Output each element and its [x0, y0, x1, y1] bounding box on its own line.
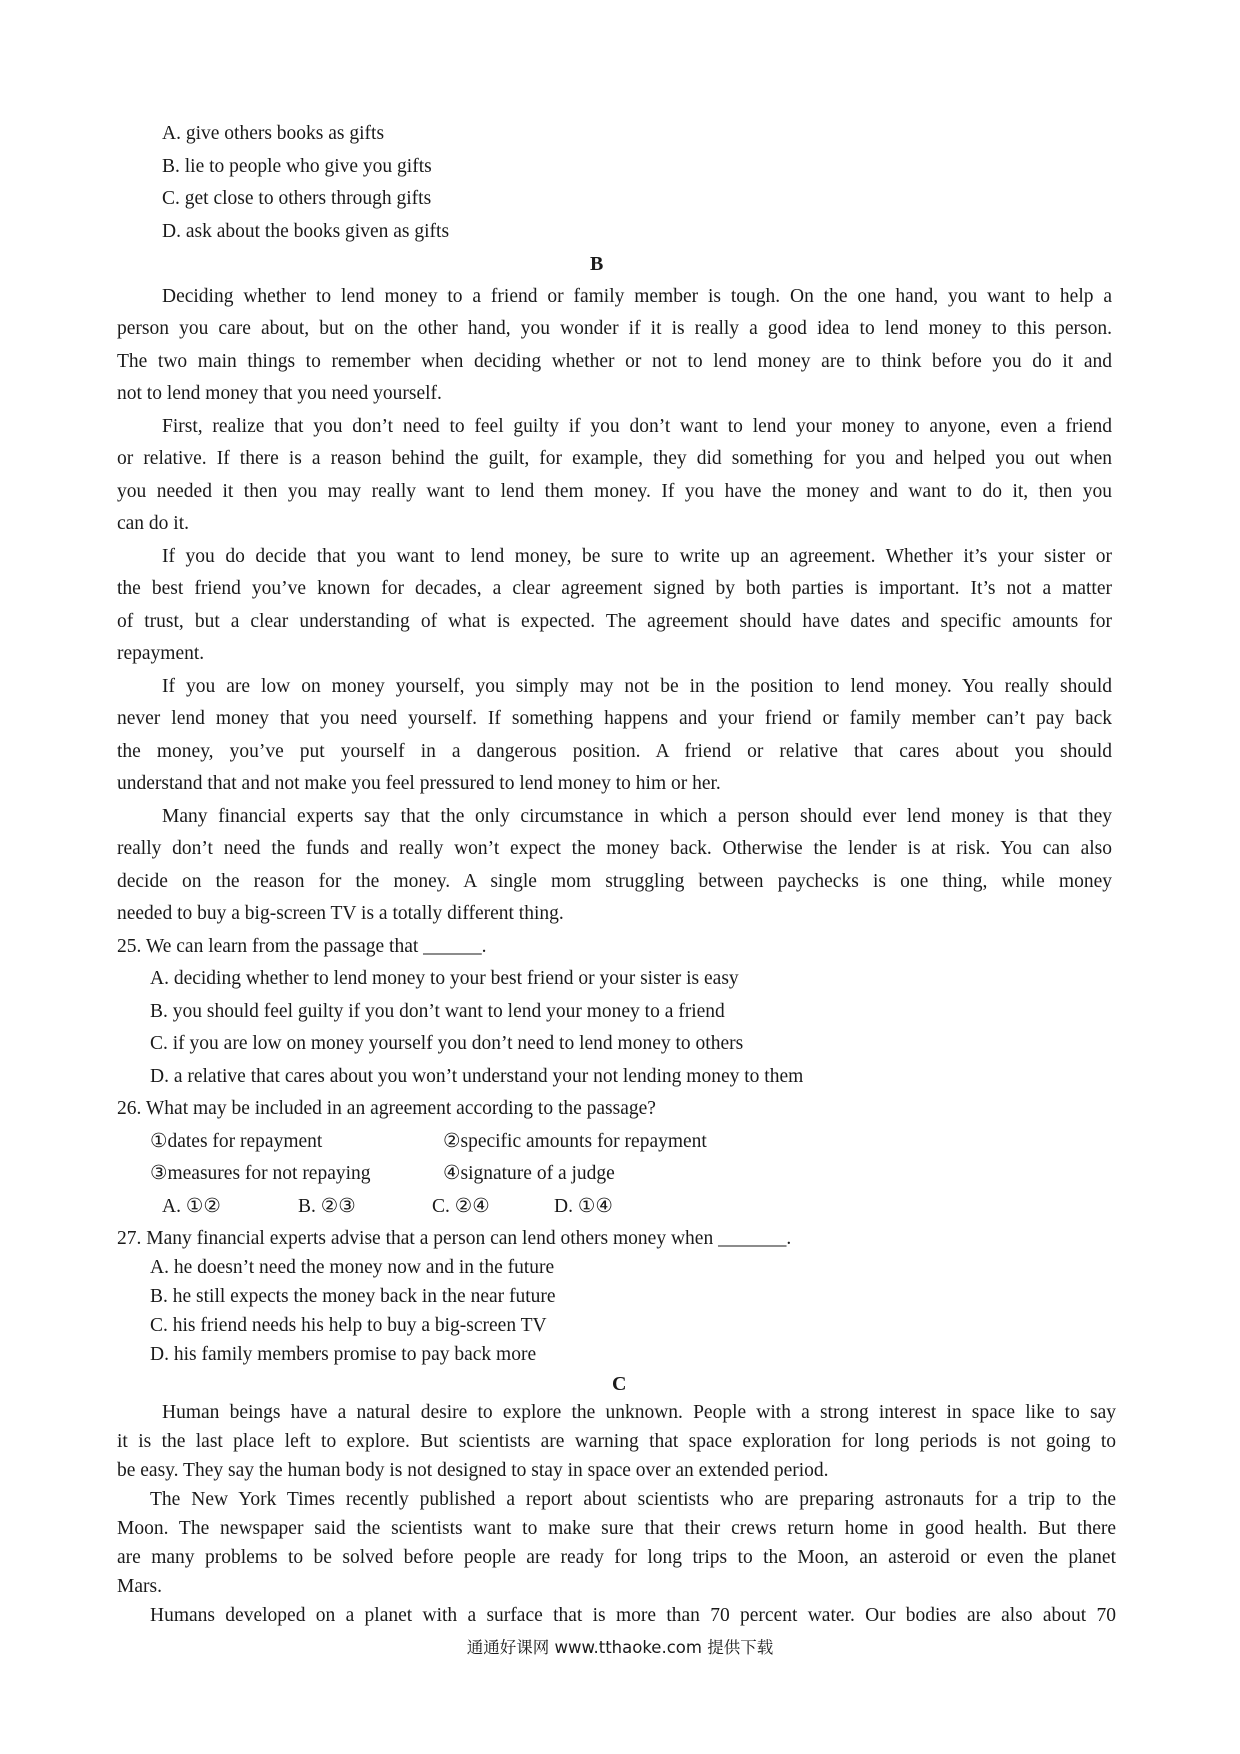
passage-line: you needed it then you may really want to lend them money. If you have the money and want to do it, then you [117, 481, 1112, 502]
q27-option-d: D. his family members promise to pay back more [150, 1344, 537, 1365]
passage-line: repayment. [117, 643, 205, 664]
q26-item-4: ④signature of a judge [443, 1163, 615, 1184]
q25-option-c: C. if you are low on money yourself you don’t need to lend money to others [150, 1033, 744, 1054]
q26-choice-a: A. ①② [162, 1196, 221, 1217]
passage-line: The two main things to remember when deciding whether or not to lend money are to think before you do it and [117, 351, 1112, 372]
passage-line: be easy. They say the human body is not designed to stay in space over an extended period. [117, 1460, 829, 1481]
passage-line: Humans developed on a planet with a surface that is more than 70 percent water. Our bodies are also about 70 [150, 1605, 1116, 1626]
q25-option-b: B. you should feel guilty if you don’t want to lend your money to a friend [150, 1001, 725, 1022]
passage-line: it is the last place left to explore. But scientists are warning that space exploration for long periods is not going to [117, 1431, 1116, 1452]
passage-line: Many financial experts say that the only circumstance in which a person should ever lend money is that they [162, 806, 1112, 827]
passage-line: the best friend you’ve known for decades, a clear agreement signed by both parties is important. It’s not a matter [117, 578, 1112, 599]
q25-option-a: A. deciding whether to lend money to your best friend or your sister is easy [150, 968, 739, 989]
q27-option-b: B. he still expects the money back in the near future [150, 1286, 556, 1307]
passage-line: Deciding whether to lend money to a friend or family member is tough. On the one hand, you want to help a [162, 286, 1112, 307]
q25-option-d: D. a relative that cares about you won’t understand your not lending money to them [150, 1066, 804, 1087]
q26-item-3: ③measures for not repaying [150, 1163, 371, 1184]
page-footer: 通通好课网 www.tthaoke.com 提供下载 [466, 1638, 774, 1657]
section-c-heading: C [612, 1373, 627, 1395]
passage-line: Human beings have a natural desire to explore the unknown. People with a strong interest in space like to say [162, 1402, 1116, 1423]
q26-stem: 26. What may be included in an agreement according to the passage? [117, 1098, 656, 1119]
q24-option-b: B. lie to people who give you gifts [162, 156, 432, 177]
q27-option-a: A. he doesn’t need the money now and in the future [150, 1257, 555, 1278]
section-b-heading: B [590, 253, 604, 275]
passage-line: person you care about, but on the other hand, you wonder if it is really a good idea to lend money to this person. [117, 318, 1112, 339]
q26-choice-c: C. ②④ [432, 1196, 490, 1217]
passage-line: First, realize that you don’t need to feel guilty if you don’t want to lend your money to anyone, even a friend [162, 416, 1112, 437]
q25-stem: 25. We can learn from the passage that ______. [117, 936, 487, 957]
q24-option-a: A. give others books as gifts [162, 123, 385, 144]
passage-line: Moon. The newspaper said the scientists want to make sure that their crews return home in good health. But there [117, 1518, 1116, 1539]
passage-line: If you do decide that you want to lend money, be sure to write up an agreement. Whether it’s your sister or [162, 546, 1112, 567]
passage-line: Mars. [117, 1576, 162, 1597]
passage-line: decide on the reason for the money. A single mom struggling between paychecks is one thing, while money [117, 871, 1112, 892]
passage-line: the money, you’ve put yourself in a dangerous position. A friend or relative that cares about you should [117, 741, 1112, 762]
q26-choice-b: B. ②③ [298, 1196, 356, 1217]
passage-line: If you are low on money yourself, you simply may not be in the position to lend money. You really should [162, 676, 1112, 697]
q26-item-1: ①dates for repayment [150, 1131, 323, 1152]
passage-line: really don’t need the funds and really won’t expect the money back. Otherwise the lender is at risk. You can also [117, 838, 1112, 859]
q27-option-c: C. his friend needs his help to buy a big-screen TV [150, 1315, 547, 1336]
passage-line: needed to buy a big-screen TV is a totally different thing. [117, 903, 564, 924]
passage-line: not to lend money that you need yourself. [117, 383, 442, 404]
passage-line: are many problems to be solved before people are ready for long trips to the Moon, an asteroid or even the planet [117, 1547, 1116, 1568]
q24-option-c: C. get close to others through gifts [162, 188, 432, 209]
q26-item-2: ②specific amounts for repayment [443, 1131, 707, 1152]
q27-stem: 27. Many financial experts advise that a person can lend others money when _______. [117, 1228, 792, 1249]
passage-line: understand that and not make you feel pressured to lend money to him or her. [117, 773, 721, 794]
q26-choice-d: D. ①④ [554, 1196, 613, 1217]
passage-line: or relative. If there is a reason behind the guilt, for example, they did something for you and helped you out when [117, 448, 1112, 469]
passage-line: never lend money that you need yourself. If something happens and your friend or family member can’t pay back [117, 708, 1112, 729]
q24-option-d: D. ask about the books given as gifts [162, 221, 450, 242]
passage-line: of trust, but a clear understanding of what is expected. The agreement should have dates and specific amounts for [117, 611, 1112, 632]
passage-line: The New York Times recently published a report about scientists who are preparing astronauts for a trip to the [150, 1489, 1116, 1510]
passage-line: can do it. [117, 513, 190, 534]
